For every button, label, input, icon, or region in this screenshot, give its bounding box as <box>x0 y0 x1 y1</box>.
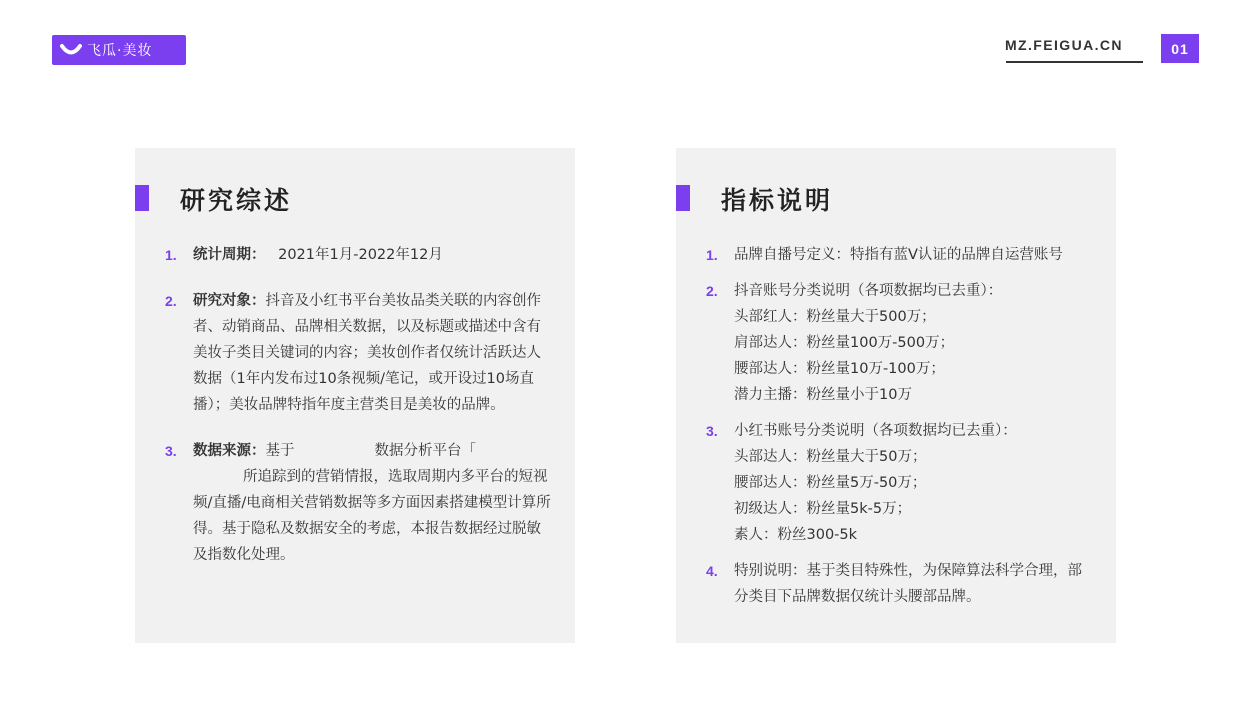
item-text-c: 所追踪到的营销情报，选取周期内多平台的短视频/直播/电商相关营销数据等多方面因素搭建模型计算所得。基于隐私及数据安全的考虑，本报告数据经过脱敏及指数化处理。 <box>193 469 551 563</box>
site-url-link[interactable]: MZ.FEIGUA.CN <box>1005 37 1123 53</box>
item-line: 腰部达人：粉丝量5万-50万； <box>734 475 927 491</box>
list-item <box>706 278 1092 408</box>
item-number: 1. <box>165 247 177 263</box>
item-number: 2. <box>165 293 177 309</box>
indicator-description-card <box>676 148 1116 643</box>
item-lead: 统计周期： <box>193 247 266 263</box>
item-line: 肩部达人：粉丝量100万-500万； <box>734 335 955 351</box>
item-text-a: 基于 <box>265 443 295 459</box>
item-line: 腰部达人：粉丝量10万-100万； <box>734 361 945 377</box>
card-title: 研究综述 <box>180 186 293 215</box>
list-item <box>706 242 1092 268</box>
item-line: 小红书账号分类说明（各项数据均已去重）： <box>734 423 1017 439</box>
item-line: 抖音账号分类说明（各项数据均已去重）： <box>734 283 1003 299</box>
item-number: 4. <box>706 563 718 579</box>
item-number: 1. <box>706 247 718 263</box>
item-line: 潜力主播：粉丝量小于10万 <box>734 387 912 403</box>
item-line: 素人：粉丝300-5k <box>734 527 858 543</box>
title-accent-bar <box>676 185 690 211</box>
item-lead: 数据来源： <box>193 443 266 459</box>
melon-logo-icon <box>60 43 82 57</box>
item-lead: 研究对象： <box>193 293 266 309</box>
site-url-underline <box>1006 61 1143 63</box>
item-line: 头部红人：粉丝量大于500万； <box>734 309 936 325</box>
list-item <box>706 558 1092 610</box>
research-overview-card <box>135 148 575 643</box>
list-item <box>706 418 1092 548</box>
overview-list <box>165 242 551 568</box>
list-item <box>165 242 551 268</box>
item-text: 2021年1月-2022年12月 <box>278 247 443 263</box>
indicator-list <box>706 242 1092 610</box>
title-accent-bar <box>135 185 149 211</box>
item-line: 特别说明：基于类目特殊性，为保障算法科学合理，部分类目下品牌数据仅统计头腰部品牌。 <box>734 563 1082 605</box>
card-title: 指标说明 <box>721 186 834 215</box>
logo-text: 飞瓜·美妆 <box>87 43 153 59</box>
list-item <box>165 288 551 418</box>
item-line: 初级达人：粉丝量5k-5万； <box>734 501 912 517</box>
page-number-badge: 01 <box>1161 34 1199 63</box>
item-line: 品牌自播号定义：特指有蓝V认证的品牌自运营账号 <box>734 247 1063 263</box>
item-number: 3. <box>165 443 177 459</box>
list-item <box>165 438 551 568</box>
brand-logo[interactable] <box>52 35 186 65</box>
item-number: 2. <box>706 283 718 299</box>
item-line: 头部达人：粉丝量大于50万； <box>734 449 927 465</box>
item-number: 3. <box>706 423 718 439</box>
item-text-b: 数据分析平台「 <box>374 443 476 459</box>
item-text: 抖音及小红书平台美妆品类关联的内容创作者、动销商品、品牌相关数据，以及标题或描述中含有美妆子类目关键词的内容；美妆创作者仅统计活跃达人数据（1年内发布过10条视频/笔记，或开设过10场直播）；美妆品牌特指年度主营类目是美妆的品牌。 <box>193 293 541 413</box>
